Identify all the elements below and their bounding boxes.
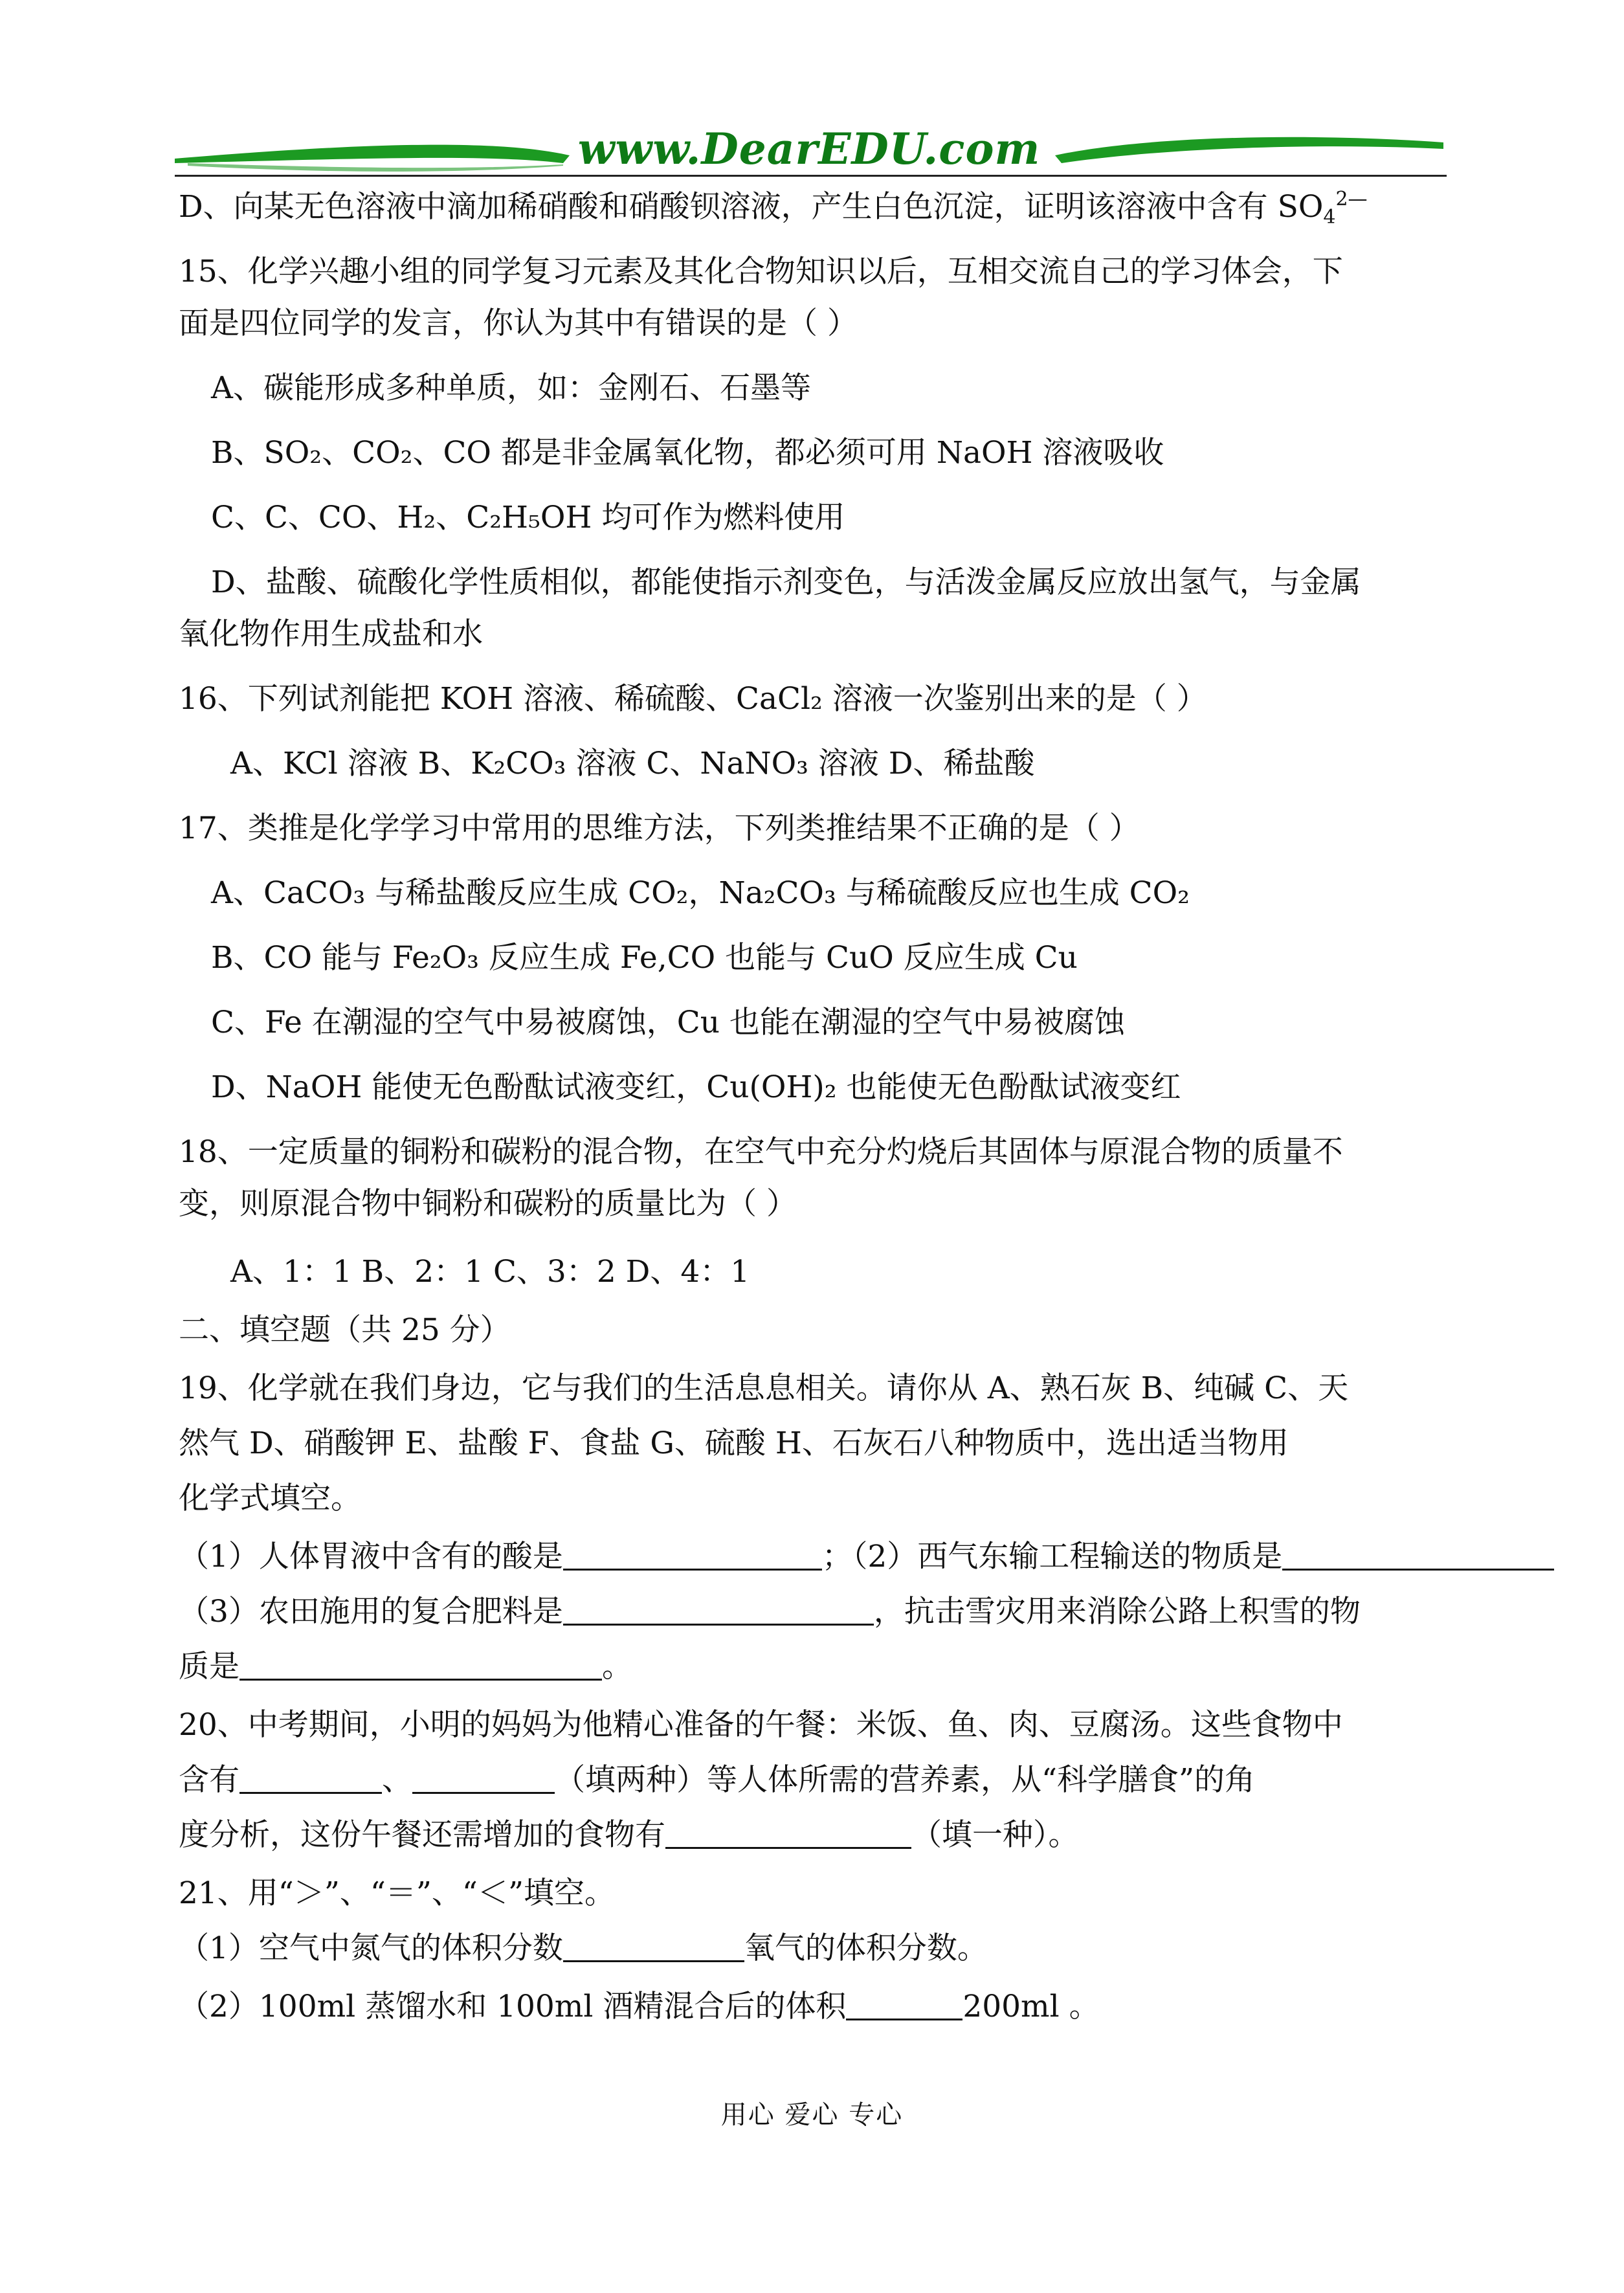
option-17-a: A、CaCO₃ 与稀盐酸反应生成 CO₂，Na₂CO₃ 与稀硫酸反应也生成 CO₂: [211, 875, 1190, 911]
answer-blank[interactable]: [665, 1818, 911, 1849]
question-20-line1: 20、中考期间，小明的妈妈为他精心准备的午餐：米饭、鱼、肉、豆腐汤。这些食物中: [179, 1707, 1343, 1743]
options-18: A、1：1 B、2：1 C、3：2 D、4：1: [230, 1254, 750, 1290]
site-logo-text: www.DearEDU.com: [577, 124, 1041, 174]
site-header: [175, 123, 1443, 175]
question-21-item1: （1）空气中氮气的体积分数 氧气的体积分数。: [179, 1930, 988, 1966]
option-15-a: A、碳能形成多种单质，如：金刚石、石墨等: [211, 370, 811, 406]
question-15-line2: 面是四位同学的发言，你认为其中有错误的是（ ）: [179, 306, 858, 341]
question-21-item2: （2）100ml 蒸馏水和 100ml 酒精混合后的体积 200ml 。: [179, 1989, 1100, 2024]
answer-blank[interactable]: [412, 1763, 555, 1794]
answer-blank[interactable]: [563, 1932, 744, 1962]
answer-blank[interactable]: [563, 1540, 822, 1571]
option-17-b: B、CO 能与 Fe₂O₃ 反应生成 Fe,CO 也能与 CuO 反应生成 Cu: [211, 940, 1078, 976]
option-15-d-line1: D、盐酸、硫酸化学性质相似，都能使指示剂变色，与活泼金属反应放出氢气，与金属: [211, 565, 1361, 600]
answer-blank[interactable]: [846, 1990, 962, 2020]
option-15-d-line2: 氧化物作用生成盐和水: [179, 616, 483, 652]
answer-blank[interactable]: [239, 1650, 602, 1681]
answer-blank[interactable]: [239, 1763, 382, 1794]
question-18-line2: 变，则原混合物中铜粉和碳粉的质量比为（ ）: [179, 1186, 797, 1222]
question-19-line1: 19、化学就在我们身边，它与我们的生活息息相关。请你从 A、熟石灰 B、纯碱 C、天: [179, 1370, 1349, 1406]
question-19-line3: 化学式填空。: [179, 1481, 361, 1516]
answer-blank[interactable]: [1282, 1540, 1554, 1571]
question-19-item1: （1）人体胃液中含有的酸是 ；（2）西气东输工程输送的物质是: [179, 1538, 1554, 1576]
question-18-line1: 18、一定质量的铜粉和碳粉的混合物，在空气中充分灼烧后其固体与原混合物的质量不: [179, 1134, 1343, 1170]
question-19-item4: 质是 。: [179, 1649, 632, 1684]
question-15-line1: 15、化学兴趣小组的同学复习元素及其化合物知识以后，互相交流自己的学习体会，下: [179, 254, 1343, 289]
answer-blank[interactable]: [563, 1595, 874, 1626]
header-rule: [175, 175, 1447, 177]
option-17-d: D、NaOH 能使无色酚酞试液变红，Cu(OH)₂ 也能使无色酚酞试液变红: [211, 1069, 1181, 1105]
question-17: 17、类推是化学学习中常用的思维方法，下列类推结果不正确的是（ ）: [179, 811, 1140, 846]
page-footer: 用心 爱心 专心: [720, 2100, 904, 2130]
options-16: A、KCl 溶液 B、K₂CO₃ 溶液 C、NaNO₃ 溶液 D、稀盐酸: [230, 746, 1035, 781]
question-20-line3: 度分析，这份午餐还需增加的食物有 （填一种）。: [179, 1817, 1079, 1853]
option-17-c: C、Fe 在潮湿的空气中易被腐蚀，Cu 也能在潮湿的空气中易被腐蚀: [211, 1005, 1125, 1040]
question-20-line2: 含有 、 （填两种）等人体所需的营养素，从“科学膳食”的角: [179, 1762, 1256, 1798]
section-2-title: 二、填空题（共 25 分）: [179, 1312, 511, 1348]
question-19-line2: 然气 D、硝酸钾 E、盐酸 F、食盐 G、硫酸 H、石灰石八种物质中，选出适当物用: [179, 1426, 1289, 1461]
option-15-b: B、SO₂、CO₂、CO 都是非金属氧化物，都必须可用 NaOH 溶液吸收: [211, 435, 1164, 471]
question-16: 16、下列试剂能把 KOH 溶液、稀硫酸、CaCl₂ 溶液一次鉴别出来的是（ ）: [179, 681, 1207, 717]
option-14-d: D、向某无色溶液中滴加稀硝酸和硝酸钡溶液，产生白色沉淀，证明该溶液中含有 $SO_4^{2—}$: [179, 188, 1368, 229]
option-15-c: C、C、CO、H₂、C₂H₅OH 均可作为燃料使用: [211, 500, 845, 535]
question-21: 21、用“＞”、“＝”、“＜”填空。: [179, 1875, 615, 1911]
question-19-item3: （3）农田施用的复合肥料是 ，抗击雪灾用来消除公路上积雪的物: [179, 1594, 1361, 1629]
